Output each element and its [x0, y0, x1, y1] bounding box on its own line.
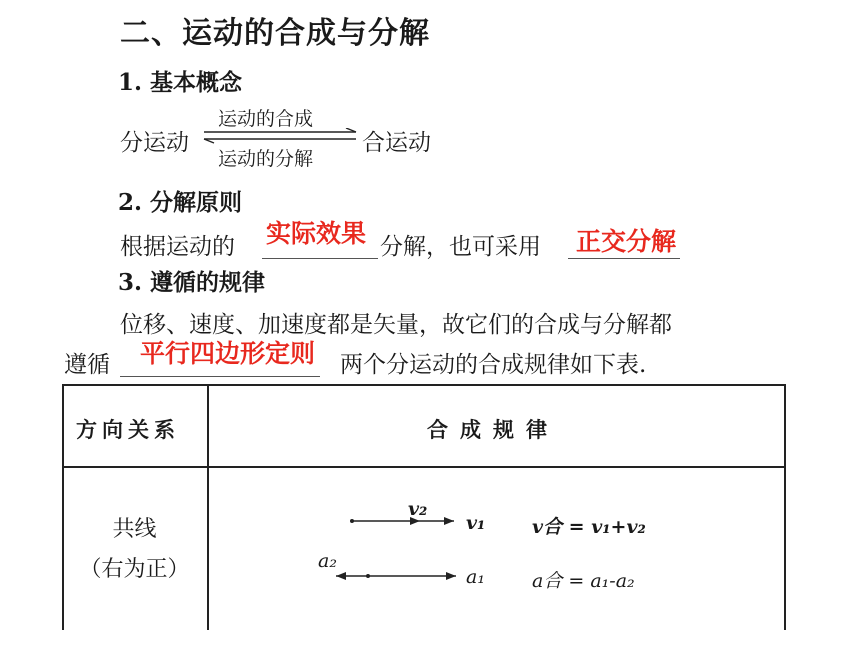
concept-arrow-bottom-label: 运动的分解 — [218, 148, 314, 170]
acceleration-formula: a合 = a₁-a₂ — [532, 570, 635, 592]
v2-label: v₂ — [408, 498, 428, 520]
rules-line-2a: 遵循 — [64, 352, 110, 378]
rules-line-2b: 两个分运动的合成规律如下表. — [340, 352, 647, 378]
concepts-heading: 1. 基本概念 — [118, 69, 243, 96]
principle-text-b: 分解，也可采用 — [380, 234, 541, 260]
table-header-direction: 方向关系 — [76, 418, 180, 442]
answer-2: 正交分解 — [576, 227, 677, 256]
principle-text-a: 根据运动的 — [120, 234, 235, 260]
acceleration-arrows-icon — [332, 566, 462, 586]
concept-arrow-top-label: 运动的合成 — [218, 108, 314, 130]
row-label-positive-right: （右为正） — [79, 557, 190, 582]
a1-label: a₁ — [466, 566, 485, 588]
rules-line-1: 位移、速度、加速度都是矢量，故它们的合成与分解都 — [120, 312, 672, 338]
concept-right-term: 合运动 — [362, 130, 431, 156]
table-right-border — [784, 384, 786, 630]
table-column-divider — [207, 384, 209, 630]
table-header-rule: 合成规律 — [427, 418, 559, 442]
double-arrow-icon — [200, 128, 360, 144]
principle-heading: 2. 分解原则 — [118, 189, 243, 216]
rules-heading: 3. 遵循的规律 — [118, 269, 266, 296]
table-left-border — [62, 384, 64, 630]
row-label-collinear: 共线 — [112, 517, 157, 542]
composition-table — [62, 384, 786, 630]
velocity-arrows-icon — [342, 510, 462, 530]
answer-1: 实际效果 — [266, 219, 367, 248]
v1-label: v₁ — [466, 512, 486, 534]
section-title: 二、运动的合成与分解 — [120, 16, 430, 51]
concept-left-term: 分运动 — [120, 130, 189, 156]
table-header-divider — [62, 466, 786, 468]
answer-blank-2 — [568, 258, 680, 259]
answer-3: 平行四边形定则 — [140, 339, 316, 368]
answer-blank-3 — [120, 376, 320, 377]
table-top-border — [62, 384, 786, 386]
velocity-formula: v合 = v₁+v₂ — [532, 516, 646, 538]
a2-label: a₂ — [318, 550, 337, 572]
answer-blank-1 — [262, 258, 378, 259]
